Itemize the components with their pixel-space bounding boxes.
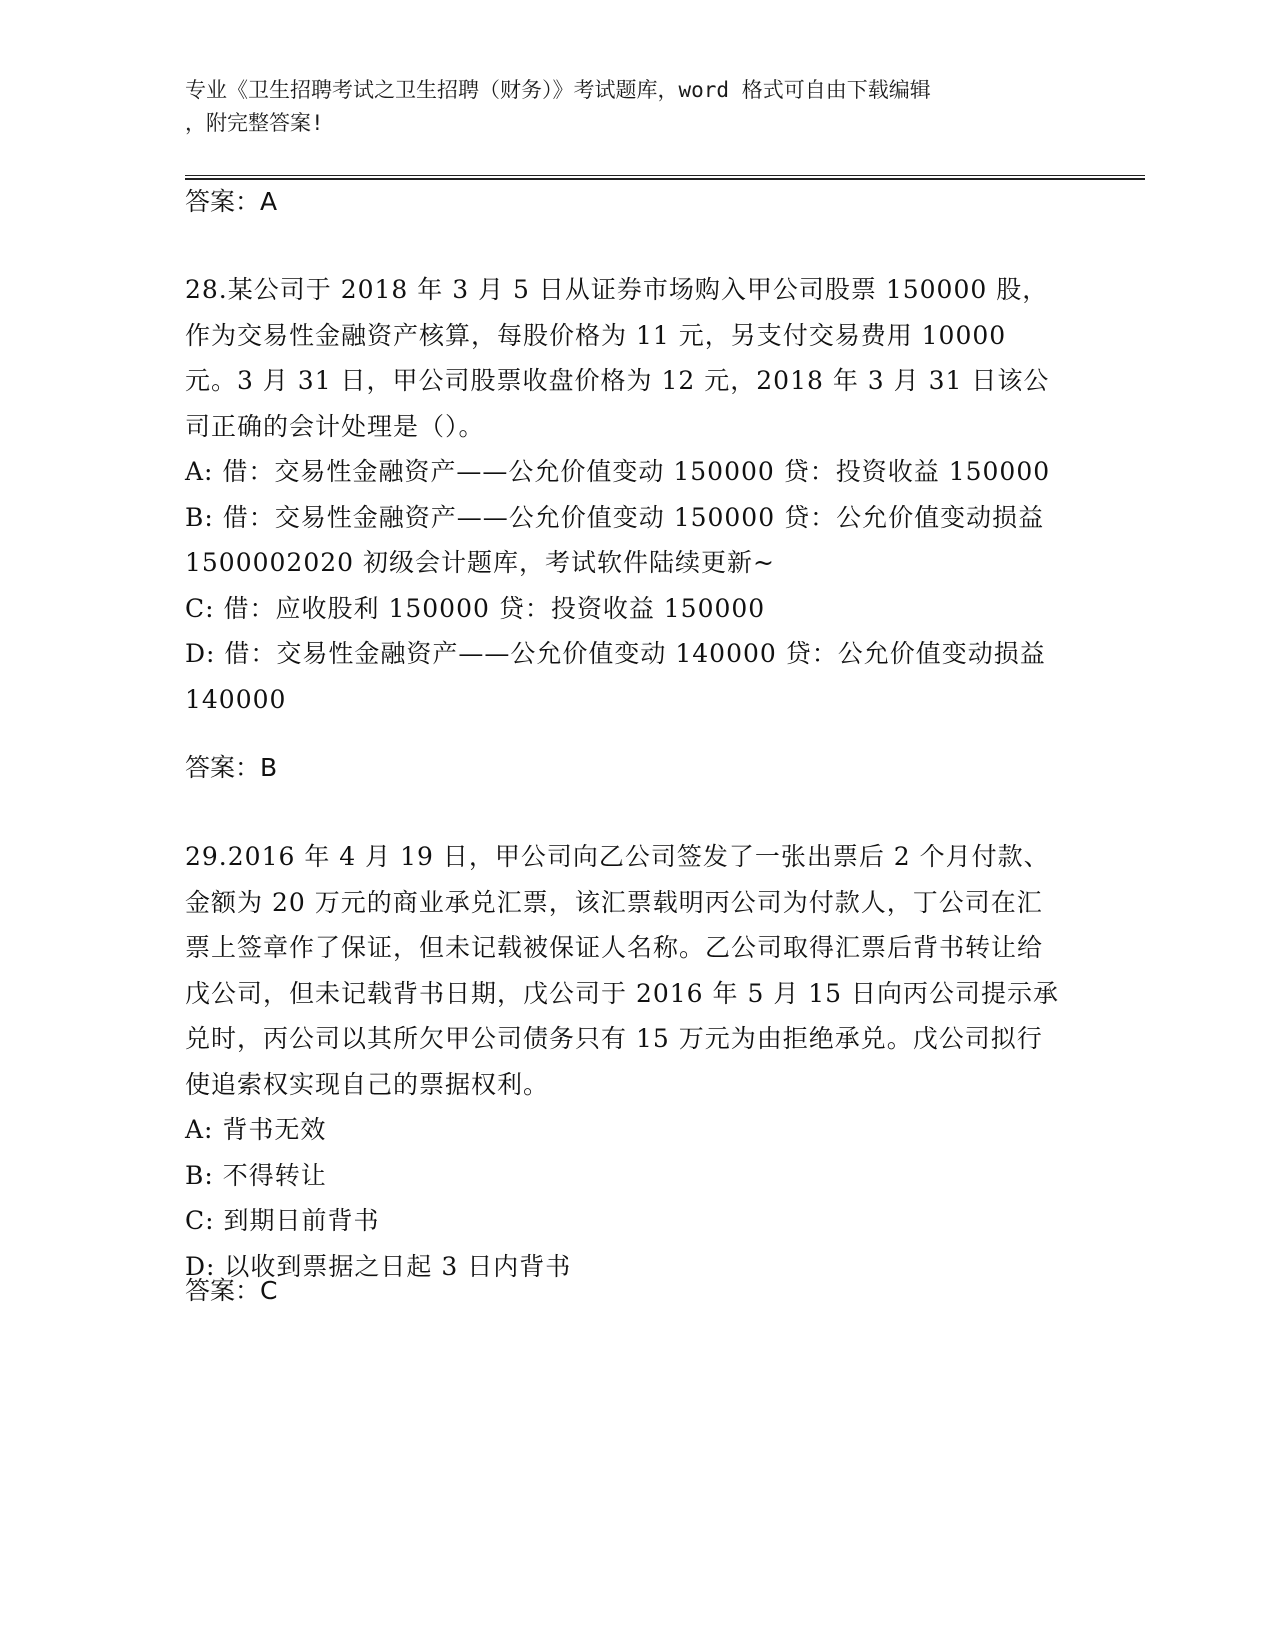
question-29-option-b: B: 不得转让 [185, 1160, 327, 1190]
question-29-option-d: D: 以收到票据之日起 3 日内背书 [185, 1251, 572, 1281]
question-29-option-c: C: 到期日前背书 [185, 1206, 380, 1235]
question-29-option-a: A: 背书无效 [185, 1115, 327, 1144]
question-29-answer: 答案：C [185, 1276, 278, 1305]
previous-answer: 答案：A [185, 187, 278, 216]
header-line-2: ，附完整答案! [185, 111, 324, 135]
question-28 [185, 267, 1065, 722]
question-29 [185, 834, 1065, 1289]
question-28-option-d: D: 借：交易性金融资产——公允价值变动 140000 贷：公允价值变动损益 140000 [185, 639, 1046, 714]
question-28-text: 28.某公司于 2018 年 3 月 5 日从证券市场购入甲公司股票 150000 股，作为交易性金融资产核算，每股价格为 11 元，另支付交易费用 10000 元。3 月 31 日，甲公司股票收盘价格为 12 元，2018 年 3 月 31 日该公司正确的会计处理是（）。 [185, 275, 1050, 441]
question-28-answer: 答案：B [185, 753, 278, 782]
question-29-text: 29.2016 年 4 月 19 日，甲公司向乙公司签发了一张出票后 2 个月付款、金额为 20 万元的商业承兑汇票，该汇票载明丙公司为付款人，丁公司在汇票上签章作了保证，但未记载被保证人名称。乙公司取得汇票后背书转让给戊公司，但未记载背书日期，戊公司于 2016 年 5 月 15 日向丙公司提示承兑时，丙公司以其所欠甲公司债务只有 15 万元为由拒绝承兑。戊公司拟行使追索权实现自己的票据权利。 [185, 842, 1060, 1099]
document-header [185, 74, 1065, 140]
header-divider [185, 175, 1145, 180]
header-line-1: 专业《卫生招聘考试之卫生招聘（财务）》考试题库，word 格式可自由下载编辑 [185, 78, 931, 102]
question-28-option-c: C: 借：应收股利 150000 贷：投资收益 150000 [185, 593, 766, 623]
question-28-option-b: B: 借：交易性金融资产——公允价值变动 150000 贷：公允价值变动损益 1500002020 初级会计题库，考试软件陆续更新~ [185, 502, 1045, 577]
question-28-option-a: A: 借：交易性金融资产——公允价值变动 150000 贷：投资收益 150000 [185, 457, 1051, 486]
